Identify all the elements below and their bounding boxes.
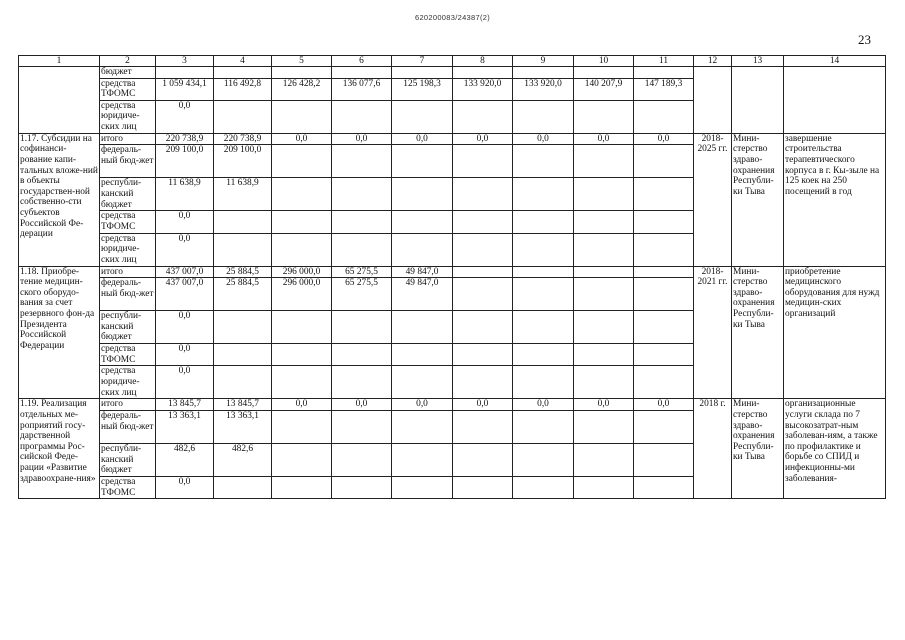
amount-cell [634, 366, 694, 399]
result-cell: приобретение медицинского оборудования для нужд медицин-ских организаций [784, 266, 886, 399]
amount-cell: 482,6 [156, 443, 214, 476]
amount-cell [332, 410, 392, 443]
amount-cell [453, 476, 513, 498]
amount-cell [392, 178, 453, 211]
amount-cell: 437 007,0 [156, 266, 214, 278]
amount-cell [392, 145, 453, 178]
amount-cell [214, 211, 272, 233]
amount-cell [634, 178, 694, 211]
amount-cell [332, 443, 392, 476]
funding-source: федераль-ный бюд-жет [100, 278, 156, 311]
amount-cell [574, 211, 634, 233]
amount-cell [513, 67, 574, 79]
amount-cell [272, 311, 332, 344]
amount-cell [392, 233, 453, 266]
amount-cell: 0,0 [634, 399, 694, 411]
amount-cell [272, 366, 332, 399]
amount-cell [332, 476, 392, 498]
amount-cell: 65 275,5 [332, 278, 392, 311]
amount-cell [332, 145, 392, 178]
funding-source: средства юридиче-ских лиц [100, 100, 156, 133]
amount-cell [332, 67, 392, 79]
period-cell: 2018-2025 гг. [694, 133, 732, 266]
amount-cell: 296 000,0 [272, 266, 332, 278]
amount-cell: 13 363,1 [214, 410, 272, 443]
amount-cell [574, 443, 634, 476]
amount-cell: 0,0 [392, 133, 453, 145]
amount-cell [574, 266, 634, 278]
amount-cell [392, 311, 453, 344]
amount-cell: 147 189,3 [634, 78, 694, 100]
budget-table [18, 55, 886, 499]
funding-source: федераль-ный бюд-жет [100, 145, 156, 178]
amount-cell: 0,0 [453, 399, 513, 411]
period-cell: 2018 г. [694, 399, 732, 499]
funding-source: федераль-ный бюд-жет [100, 410, 156, 443]
amount-cell [453, 410, 513, 443]
amount-cell: 0,0 [156, 233, 214, 266]
amount-cell: 133 920,0 [453, 78, 513, 100]
amount-cell: 437 007,0 [156, 278, 214, 311]
amount-cell: 0,0 [156, 344, 214, 366]
amount-cell [513, 266, 574, 278]
amount-cell [574, 366, 634, 399]
amount-cell [332, 100, 392, 133]
amount-cell [634, 145, 694, 178]
amount-cell: 49 847,0 [392, 278, 453, 311]
amount-cell [332, 311, 392, 344]
column-number: 4 [214, 56, 272, 67]
amount-cell [453, 311, 513, 344]
amount-cell: 0,0 [272, 399, 332, 411]
amount-cell: 220 738,9 [214, 133, 272, 145]
amount-cell: 126 428,2 [272, 78, 332, 100]
column-number: 9 [513, 56, 574, 67]
amount-cell [392, 100, 453, 133]
amount-cell [392, 211, 453, 233]
continuation-name-cell [19, 67, 100, 134]
amount-cell [574, 178, 634, 211]
amount-cell: 209 100,0 [156, 145, 214, 178]
amount-cell [634, 410, 694, 443]
amount-cell [332, 366, 392, 399]
amount-cell [634, 266, 694, 278]
table-row [19, 266, 886, 278]
amount-cell [513, 311, 574, 344]
amount-cell [332, 211, 392, 233]
amount-cell [392, 410, 453, 443]
amount-cell: 0,0 [634, 133, 694, 145]
amount-cell [574, 145, 634, 178]
amount-cell [272, 145, 332, 178]
amount-cell [214, 100, 272, 133]
amount-cell: 296 000,0 [272, 278, 332, 311]
result-cell [784, 67, 886, 134]
executor-cell: Мини-стерство здраво-охранения Республи-ки Тыва [732, 266, 784, 399]
amount-cell [513, 410, 574, 443]
amount-cell: 49 847,0 [392, 266, 453, 278]
amount-cell [513, 443, 574, 476]
amount-cell [272, 100, 332, 133]
result-cell: завершение строительства терапевтического корпуса в г. Кы-зыле на 125 коек на 250 посещений в год [784, 133, 886, 266]
funding-source: бюджет [100, 67, 156, 79]
amount-cell [272, 178, 332, 211]
amount-cell: 0,0 [156, 476, 214, 498]
amount-cell [634, 233, 694, 266]
funding-source: средства юридиче-ских лиц [100, 366, 156, 399]
table-row [19, 133, 886, 145]
amount-cell [392, 67, 453, 79]
amount-cell: 0,0 [513, 133, 574, 145]
funding-source: средства юридиче-ских лиц [100, 233, 156, 266]
amount-cell [634, 67, 694, 79]
page-number: 23 [858, 32, 871, 47]
column-number: 6 [332, 56, 392, 67]
funding-source: итого [100, 399, 156, 411]
amount-cell: 0,0 [392, 399, 453, 411]
result-cell: организационные услуги склада по 7 высокозатрат-ным заболеван-иям, а также по профилактике и борьбе со СПИД и инфекционны-ми заболевания- [784, 399, 886, 499]
funding-source: республи-канский бюджет [100, 443, 156, 476]
amount-cell [634, 211, 694, 233]
amount-cell [453, 67, 513, 79]
amount-cell [574, 233, 634, 266]
funding-source: итого [100, 133, 156, 145]
amount-cell [634, 476, 694, 498]
amount-cell: 0,0 [574, 133, 634, 145]
amount-cell: 1 059 434,1 [156, 78, 214, 100]
column-number: 5 [272, 56, 332, 67]
column-number: 10 [574, 56, 634, 67]
amount-cell: 13 363,1 [156, 410, 214, 443]
amount-cell: 65 275,5 [332, 266, 392, 278]
amount-cell: 0,0 [332, 133, 392, 145]
amount-cell [574, 67, 634, 79]
amount-cell: 11 638,9 [156, 178, 214, 211]
amount-cell [453, 344, 513, 366]
amount-cell [634, 443, 694, 476]
header-row [19, 56, 886, 67]
amount-cell: 482,6 [214, 443, 272, 476]
amount-cell [332, 344, 392, 366]
measure-name: 1.17. Субсидии на софинанси-рование капи-тальных вложе-ний в объекты государствен-ной собственно-сти субъектов Российской Фе-дерации [19, 133, 100, 266]
amount-cell: 133 920,0 [513, 78, 574, 100]
amount-cell: 220 738,9 [156, 133, 214, 145]
amount-cell [332, 178, 392, 211]
funding-source: средства ТФОМС [100, 211, 156, 233]
amount-cell: 0,0 [156, 211, 214, 233]
period-cell: 2018-2021 гг. [694, 266, 732, 399]
column-number: 13 [732, 56, 784, 67]
amount-cell [214, 344, 272, 366]
funding-source: республи-канский бюджет [100, 178, 156, 211]
amount-cell: 209 100,0 [214, 145, 272, 178]
amount-cell [513, 344, 574, 366]
amount-cell [453, 145, 513, 178]
amount-cell [272, 443, 332, 476]
amount-cell: 11 638,9 [214, 178, 272, 211]
column-number: 1 [19, 56, 100, 67]
amount-cell [392, 366, 453, 399]
amount-cell [453, 233, 513, 266]
amount-cell [214, 67, 272, 79]
column-number: 12 [694, 56, 732, 67]
amount-cell [574, 344, 634, 366]
executor-cell [732, 67, 784, 134]
amount-cell [574, 476, 634, 498]
executor-cell: Мини-стерство здраво-охранения Республи-ки Тыва [732, 133, 784, 266]
amount-cell [392, 476, 453, 498]
amount-cell: 25 884,5 [214, 266, 272, 278]
amount-cell [156, 67, 214, 79]
amount-cell: 0,0 [513, 399, 574, 411]
column-number: 2 [100, 56, 156, 67]
amount-cell: 0,0 [453, 133, 513, 145]
amount-cell [214, 366, 272, 399]
amount-cell [453, 443, 513, 476]
funding-source: средства ТФОМС [100, 476, 156, 498]
amount-cell [453, 178, 513, 211]
amount-cell [574, 278, 634, 311]
amount-cell [272, 233, 332, 266]
amount-cell [453, 100, 513, 133]
amount-cell: 140 207,9 [574, 78, 634, 100]
funding-source: республи-канский бюджет [100, 311, 156, 344]
amount-cell [214, 233, 272, 266]
amount-cell [634, 278, 694, 311]
measure-name: 1.19. Реализация отдельных ме-роприятий госу-дарственной программы Рос-сийской Феде-рации «Развитие здравоохране-ния» [19, 399, 100, 499]
amount-cell [272, 410, 332, 443]
amount-cell [272, 211, 332, 233]
amount-cell [574, 100, 634, 133]
amount-cell [513, 178, 574, 211]
amount-cell: 25 884,5 [214, 278, 272, 311]
column-number: 14 [784, 56, 886, 67]
funding-source: средства ТФОМС [100, 344, 156, 366]
amount-cell [453, 211, 513, 233]
amount-cell [513, 145, 574, 178]
executor-cell: Мини-стерство здраво-охранения Республи-ки Тыва [732, 399, 784, 499]
amount-cell: 125 198,3 [392, 78, 453, 100]
amount-cell: 0,0 [574, 399, 634, 411]
amount-cell [513, 278, 574, 311]
measure-name: 1.18. Приобре-тение медицин-ского оборудо-вания за счет резервного фон-да Президента Российской Федерации [19, 266, 100, 399]
amount-cell: 13 845,7 [156, 399, 214, 411]
amount-cell [272, 67, 332, 79]
amount-cell [634, 344, 694, 366]
period-cell [694, 67, 732, 134]
amount-cell [513, 211, 574, 233]
column-number: 7 [392, 56, 453, 67]
amount-cell [453, 278, 513, 311]
amount-cell [513, 366, 574, 399]
amount-cell [513, 233, 574, 266]
amount-cell: 0,0 [156, 100, 214, 133]
amount-cell [574, 311, 634, 344]
amount-cell [214, 311, 272, 344]
amount-cell [272, 344, 332, 366]
column-number: 11 [634, 56, 694, 67]
amount-cell [634, 311, 694, 344]
funding-source: средства ТФОМС [100, 78, 156, 100]
amount-cell [214, 476, 272, 498]
amount-cell [453, 366, 513, 399]
column-number: 8 [453, 56, 513, 67]
amount-cell: 0,0 [156, 366, 214, 399]
amount-cell: 0,0 [156, 311, 214, 344]
amount-cell [392, 344, 453, 366]
table-row [19, 399, 886, 411]
document-id: 620200083/24387(2) [414, 13, 491, 22]
amount-cell: 136 077,6 [332, 78, 392, 100]
amount-cell [392, 443, 453, 476]
amount-cell [272, 476, 332, 498]
amount-cell: 0,0 [272, 133, 332, 145]
amount-cell [453, 266, 513, 278]
amount-cell [513, 100, 574, 133]
table-row [19, 67, 886, 79]
amount-cell: 0,0 [332, 399, 392, 411]
amount-cell [332, 233, 392, 266]
amount-cell [574, 410, 634, 443]
amount-cell: 13 845,7 [214, 399, 272, 411]
amount-cell: 116 492,8 [214, 78, 272, 100]
funding-source: итого [100, 266, 156, 278]
amount-cell [634, 100, 694, 133]
column-number: 3 [156, 56, 214, 67]
amount-cell [513, 476, 574, 498]
